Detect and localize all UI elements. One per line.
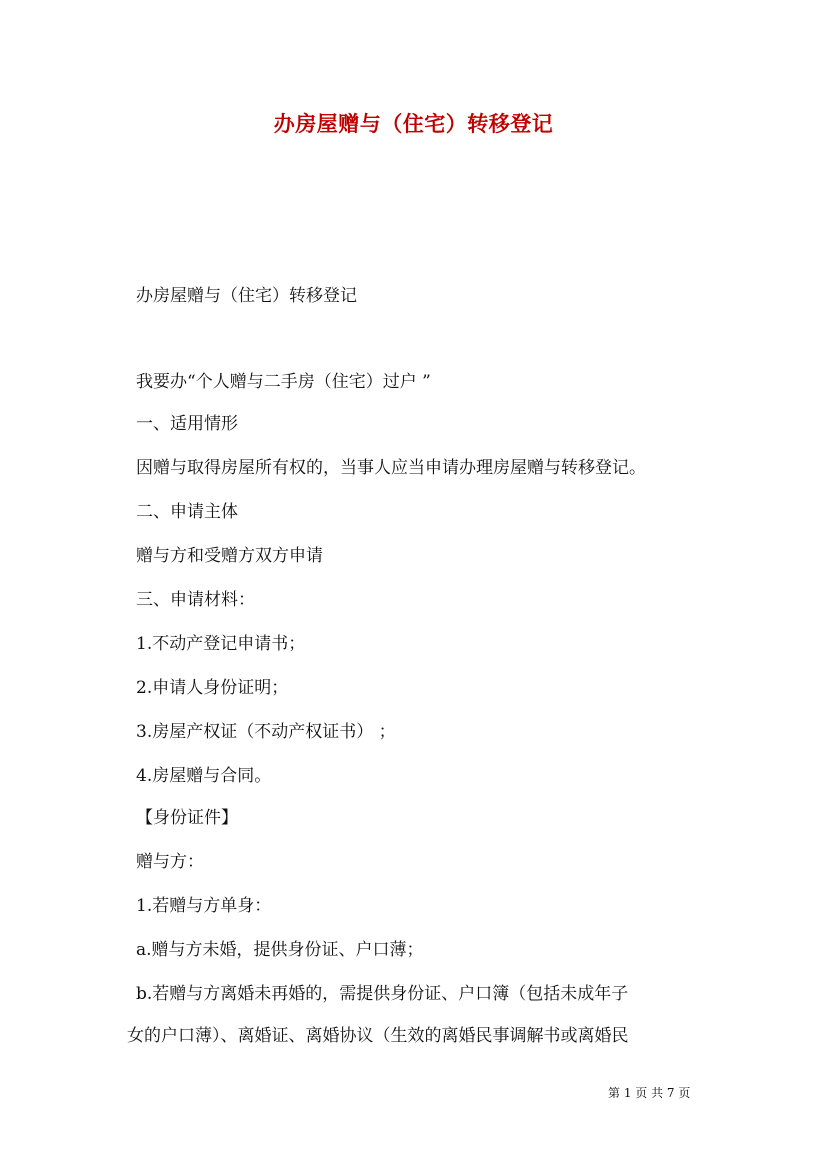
- list-item: 1.不动产登记申请书；: [136, 634, 306, 654]
- document-title: 办房屋赠与（住宅）转移登记: [273, 111, 554, 136]
- section-heading: 三、申请材料：: [136, 590, 255, 610]
- list-item: 3.房屋产权证（不动产权证书） ；: [136, 722, 396, 742]
- paragraph: 因赠与取得房屋所有权的，当事人应当申请办理房屋赠与转移登记。: [136, 458, 646, 478]
- section-heading: 二、申请主体: [136, 502, 238, 522]
- list-item: a.赠与方未婚，提供身份证、户口薄；: [136, 940, 424, 960]
- list-item: b.若赠与方离婚未再婚的，需提供身份证、户口簿（包括未成年子: [136, 984, 629, 1004]
- paragraph: 我要办“个人赠与二手房（住宅）过户 ”: [136, 372, 431, 392]
- bracket-heading: 【身份证件】: [136, 808, 238, 828]
- list-item: 1.若赠与方单身：: [136, 896, 272, 916]
- list-item: 4.房屋赠与合同。: [136, 766, 272, 786]
- paragraph-heading: 办房屋赠与（住宅）转移登记: [136, 286, 357, 306]
- paragraph: 赠与方和受赠方双方申请: [136, 546, 323, 566]
- paragraph: 赠与方：: [136, 852, 204, 872]
- page-number-footer: 第 1 页 共 7 页: [608, 1086, 691, 1100]
- list-item: 2.申请人身份证明；: [136, 678, 289, 698]
- list-item-continuation: 女的户口薄）、离婚证、离婚协议（生效的离婚民事调解书或离婚民: [127, 1026, 629, 1046]
- section-heading: 一、适用情形: [136, 414, 238, 434]
